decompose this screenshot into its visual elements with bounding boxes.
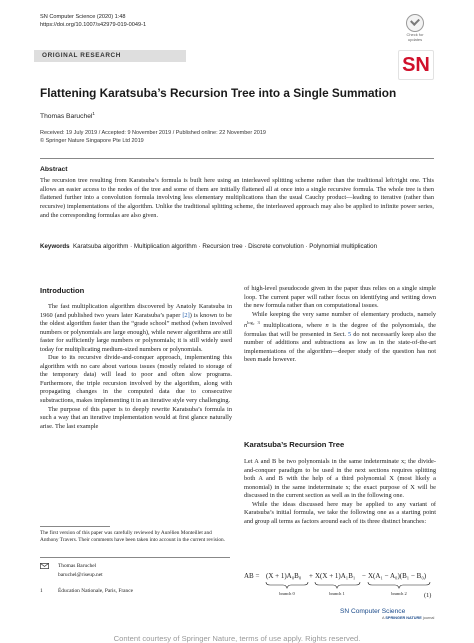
underbrace-2 (368, 582, 430, 588)
envelope-icon (40, 563, 58, 572)
citation-link[interactable]: [2] (182, 311, 190, 319)
affiliation-text: Éducation Nationale, Paris, France (58, 588, 133, 594)
copyright-line: © Springer Nature Singapore Pte Ltd 2019 (40, 137, 144, 144)
keywords (40, 243, 434, 252)
footer-suffix: journal (422, 616, 435, 620)
footer-journal-name: SN Computer Science (340, 608, 406, 615)
equation-lhs: AB = (244, 572, 260, 580)
right-paragraph-2 (244, 311, 436, 365)
section-heading-introduction: Introduction (40, 286, 85, 295)
check-updates-label: Check for updates (406, 32, 424, 42)
journal-citation: SN Computer Science (2020) 1:48 (40, 14, 126, 20)
divider (40, 557, 230, 558)
affiliation-block (40, 588, 230, 595)
section-heading-karatsuba: Karatsuba’s Recursion Tree (244, 440, 345, 449)
equation-term-1: X(X + 1)A₁B₁ (315, 572, 356, 580)
intro-p1-text-cont: ) is known to be the oldest algorithm faster than the “grade school” method (when involved numbers or polynomials are large enough), while newer algorithms are still faster for sufficiently large numbers or polynomials; it is still widely used today for multiplicating medium-sized numbers or polynomials. (40, 311, 232, 353)
article-title: Flattening Karatsuba’s Recursion Tree into a Single Summation (40, 86, 397, 100)
contact-block (40, 563, 230, 579)
math-exponent: log₂ 3 (247, 320, 260, 326)
math-n: n (325, 322, 329, 330)
keywords-list: Karatsuba algorithm · Multiplication algorithm · Recursion tree · Discrete convolution · Polynomial multiplication (73, 243, 378, 250)
equation-number: (1) (424, 592, 432, 599)
publication-dates (40, 130, 266, 145)
intro-paragraph-2: Due to its recursive divide-and-conquer approach, implementing this algorithm with no care about various issues (mostly related to storage of the temporary data) will lead to poor and often slow programs. Furthermore, the triple recursion involved by the algorithm, along with propagating changes in the computed data due to consecutive substractions, makes implementing it in an iterative style very challenging. (40, 354, 232, 405)
karatsuba-paragraph-2: While the ideas discussed here may be applied to any variant of Karatsuba’s initial formula, we take the following one as a starting point and group all terms as factors around each of its three distinct branches: (244, 500, 436, 525)
branch-label-2: branch 2 (391, 591, 407, 596)
check-for-updates-badge[interactable] (404, 14, 426, 44)
affiliation-mark: 1 (40, 588, 43, 594)
divider (40, 158, 434, 159)
footer-prefix: A (382, 616, 385, 620)
section-link[interactable]: 5 (347, 330, 352, 338)
footnote-divider (40, 526, 110, 527)
courtesy-notice: Content courtesy of Springer Nature, terms of use apply. Rights reserved. (113, 634, 361, 643)
math-n: n (244, 322, 248, 330)
underbrace-0 (266, 582, 308, 588)
doi-link[interactable]: https://doi.org/10.1007/s42979-019-0049-1 (40, 21, 147, 28)
equation-term-0: (X + 1)A₀B₀ (266, 572, 302, 580)
author-affiliation-mark: 1 (92, 111, 95, 116)
version-footnote: The first version of this paper was carefully reviewed by Aurélien Monteillet and Anthony Travers. Their comments have been taken into account in the current revision. (40, 530, 225, 543)
intro-paragraph-1 (40, 303, 232, 354)
contact-name: Thomas Baruchel (58, 563, 97, 569)
equation-plus: + (309, 572, 313, 580)
intro-paragraph-3: The purpose of this paper is to deeply rewrite Karatsuba’s formula in such a way that an iterative implementation would at first glance naturally arise. The last example (40, 405, 232, 430)
karatsuba-paragraph-1: Let A and B be two polynomials in the same indeterminate x; the divide-and-conquer paradigm to be used in the next sections requires splitting both A and B with the help of a third polynomial X (most likely a monomial) in the same indeterminate x; the exact purpose of X will be discussed in the current section as well as in the following one. (244, 458, 436, 500)
sn-logo-icon: SN (398, 50, 434, 80)
author-line (40, 111, 95, 120)
author-name: Thomas Baruchel (40, 113, 93, 121)
springer-nature-brand: SPRINGER NATURE (385, 616, 422, 620)
underbrace-1 (315, 582, 360, 588)
footer-publisher (382, 616, 434, 620)
check-updates-icon (406, 14, 424, 32)
right-p2-text-b: multiplications, where (259, 322, 326, 330)
intro-p1-text: The fast multiplication algorithm discovered by Anatoly Karatsuba in 1960 (and published two years later Karatsuba’s paper (40, 303, 232, 319)
right-p2-text-d: do not necessarily keep also the number of additions and subtractions as low as in the state-of-the-art implementations of the algorithm—deeper study of the question has not been made however. (244, 330, 436, 364)
right-paragraph-1: of high-level pseudocode given in the paper thus relies on a single simple loop. The current paper will rather focus on identifying and writing down the new formula rather than on computational issues. (244, 285, 436, 310)
journal-header (40, 14, 146, 29)
abstract-heading: Abstract (40, 166, 68, 173)
abstract-text: The recursion tree resulting from Karatsuba’s formula is built here using an interleaved splitting scheme rather than the traditional left/right one. This allows an easier access to the nodes of the tree and some of them are initially flattened all at once into a single recursive formula. The whole tree is then flattened further into a convolution formula involving less elementary multiplications than the usual Cauchy product—leading to iterative (rather than recursive) implementations of the algorithm. Unlike the traditional splitting scheme, the interleaved approach may also be applied to infinite power series, and the corresponding formulas are also given. (40, 177, 434, 219)
contact-email-link[interactable]: baruchel@riseup.net (58, 572, 103, 578)
right-p2-text: While keeping the very same number of elementary products, namely (252, 310, 436, 318)
keywords-label: Keywords (40, 243, 70, 250)
equation-term-2: X(A₁ − A₀)(B₁ − B₀) (368, 572, 427, 580)
branch-label-0: branch 0 (279, 591, 295, 596)
right-column-top (244, 285, 436, 365)
dates-line: Received: 19 July 2019 / Accepted: 9 November 2019 / Published online: 22 November 2019 (40, 130, 266, 136)
right-p2-text-c: is the degree of the polynomials, the formulas that will be presented in Sect. (244, 322, 436, 338)
equation-1 (244, 568, 436, 612)
branch-label-1: branch 1 (329, 591, 345, 596)
article-type-banner: ORIGINAL RESEARCH (34, 50, 186, 62)
right-column-bottom (244, 458, 436, 526)
equation-minus: − (362, 572, 366, 580)
left-column (40, 303, 232, 431)
